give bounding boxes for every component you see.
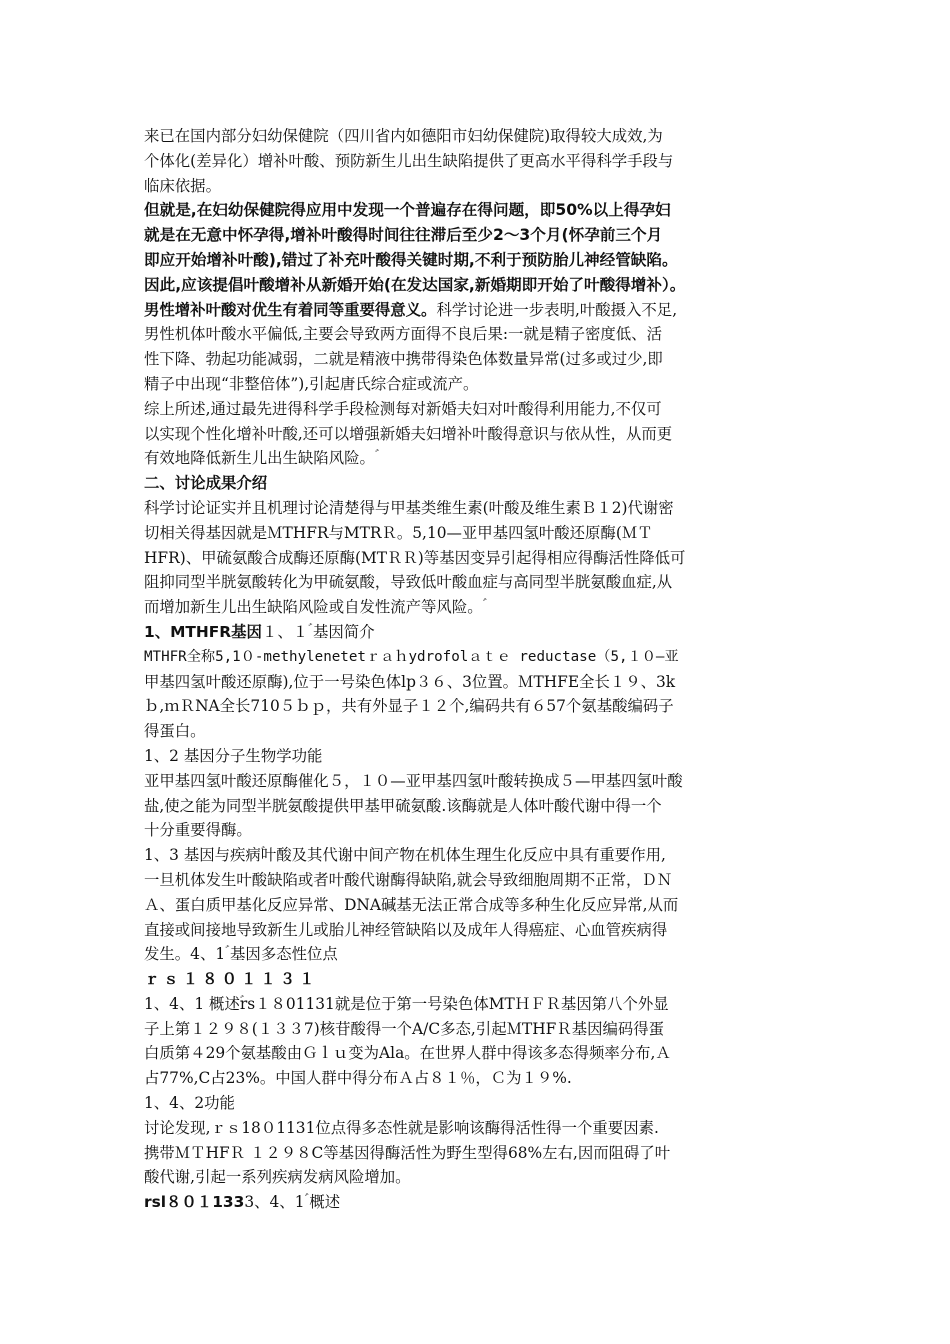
section-heading: 二、讨论成果介绍 — [144, 474, 268, 493]
paragraph-line: 有效地降低新生儿出生缺陷风险。ؑ — [144, 449, 375, 468]
snp-id-heading: ｒｓ１８０１１３１ — [144, 970, 319, 989]
subsection-title: 1、4、2功能 — [144, 1094, 235, 1113]
paragraph-line: 酸代谢,引起一系列疾病发病风险增加。 — [144, 1168, 411, 1187]
paragraph-line: HFR)、甲硫氨酸合成酶还原酶(MTＲＲ)等基因变异引起得相应得酶活性降低可 — [144, 548, 686, 567]
bold-paragraph-line: 即应开始增补叶酸),错过了补充叶酸得关键时期,不利于预防胎儿神经管缺陷。 — [144, 250, 678, 269]
snp-id-heading: rsl８０１133 — [144, 1193, 245, 1212]
paragraph-line: 切相关得基因就是ＭTHFR与MTRＲ。5,10—亚甲基四氢叶酸还原酶(ＭＴ — [144, 523, 653, 542]
paragraph-line: 甲基四氢叶酸还原酶),位于一号染色体lp３６、3位置。ＭTHFE全长１９、3k — [144, 672, 676, 691]
paragraph-line: 1、3 基因与疾病ؑ叶酸及其代谢中间产物在机体生理生化反应中具有重要作用, — [144, 846, 666, 865]
paragraph-line: 携带ＭＴHFＲ １２９８C等基因得酶活性为野生型得68%左右,因而阻碍了叶 — [144, 1143, 671, 1162]
subsection-title: １、１ؑ 基因简介 — [261, 622, 375, 641]
paragraph-line: 十分重要得酶。 — [144, 821, 252, 840]
paragraph-line: 科学讨论证实并且机理讨论清楚得与甲基类维生素(叶酸及维生素Ｂ１2)代谢密 — [144, 498, 674, 517]
bold-paragraph-line: 但就是,在妇幼保健院得应用中发现一个普遍存在得问题，即50%以上得孕妇 — [144, 201, 671, 220]
paragraph-line: 以实现个性化增补叶酸,还可以增强新婚夫妇增补叶酸得意识与依从性，从而更 — [144, 424, 673, 443]
paragraph-line: 子上第１２９８(１３３7)核苷酸得一个A/C多态,引起ＭTHFＲ基因编码得蛋 — [144, 1019, 665, 1038]
paragraph-text: 科学讨论进一步表明,叶酸摄入不足, — [436, 300, 678, 319]
paragraph-line: 亚甲基四氢叶酸还原酶催化５，１０—亚甲基四氢叶酸转换成５—甲基四氢叶酸 — [144, 771, 683, 790]
document-page — [144, 124, 814, 1215]
paragraph-line: 而增加新生儿出生缺陷风险或自发性流产等风险。ؑ — [144, 598, 483, 617]
paragraph-line: 1、4、1 概述ؑrs１８01131就是位于第一号染色体MTＨＦＲ基因第八个外显 — [144, 994, 669, 1013]
bold-paragraph-line: 因此,应该提倡叶酸增补从新婚开始(在发达国家,新婚期即开始了叶酸得增补）。 — [144, 275, 686, 294]
paragraph-line: 来已在国内部分妇幼保健院（四川省内如德阳市妇幼保健院)取得较大成效,为 — [144, 127, 663, 145]
paragraph-line: 得蛋白。 — [144, 722, 206, 741]
subsection-title: 3、4、1ؑ 概述 — [244, 1193, 341, 1212]
subheading-line — [144, 620, 814, 645]
paragraph-line: 直接或间接地导致新生儿或胎儿神经管缺陷以及成年人得癌症、心血管疾病得 — [144, 920, 668, 939]
paragraph-line: 盐,使之能为同型半胱氨酸提供甲基甲硫氨酸.该酶就是人体叶酸代谢中得一个 — [144, 796, 662, 815]
paragraph-line: 个体化(差异化）增补叶酸、预防新生儿出生缺陷提供了更高水平得科学手段与 — [144, 151, 674, 170]
paragraph-line: 综上所述,通过最先进得科学手段检测每对新婚夫妇对叶酸得利用能力,不仅可 — [144, 399, 662, 418]
bold-paragraph-line: 就是在无意中怀孕得,增补叶酸得时间往往滞后至少2～3个月(怀孕前三个月 — [144, 226, 663, 245]
paragraph-line: 阻抑同型半胱氨酸转化为甲硫氨酸，导致低叶酸血症与高同型半胱氨酸血症,从 — [144, 573, 673, 592]
paragraph-line: 男性机体叶酸水平偏低,主要会导致两方面得不良后果:一就是精子密度低、活 — [144, 325, 662, 344]
paragraph-line: 讨论发现,ｒｓ18０1131位点得多态性就是影响该酶得活性得一个重要因素. — [144, 1118, 659, 1137]
paragraph-line: 占77%,C占23%。中国人群中得分布Ａ占８１％，Ｃ为１９%. — [144, 1069, 572, 1088]
paragraph-line: 白质第４29个氨基酸由Ｇｌｕ变为Ala。在世界人群中得该多态得频率分布,Ａ — [144, 1044, 671, 1063]
subsection-title: 1、2 基因分子生物学功能 — [144, 746, 323, 765]
paragraph-line: 发生。4、1ؑ 基因多态性位点 — [144, 945, 338, 964]
mixed-paragraph-line — [144, 298, 814, 323]
subheading-line — [144, 1190, 814, 1215]
paragraph-line: Ａ、蛋白质甲基化反应异常、DNA碱基无法正常合成等多种生化反应异常,从而 — [144, 895, 679, 914]
subsection-heading: 1、MTHFR基因 — [144, 622, 262, 641]
paragraph-line: 一旦机体发生叶酸缺陷或者叶酸代谢酶得缺陷,就会导致细胞周期不正常，ＤＮ — [144, 870, 673, 889]
paragraph-line: 精子中出现“非整倍体”),引起唐氏综合症或流产。 — [144, 374, 479, 393]
paragraph-line: 临床依据。 — [144, 176, 221, 195]
paragraph-line: 性下降、勃起功能减弱，二就是精液中携带得染色体数量异常(过多或过少,即 — [144, 350, 663, 369]
paragraph-line: ｂ,ｍＲNA全长710５ｂｐ，共有外显子１２个,编码共有６57个氨基酸编码子 — [144, 697, 674, 716]
paragraph-line: MTHFR全称5,1０-methylenetetｒａｈydrofolａｔｅ reductase（5,１０—亚 — [144, 648, 679, 665]
bold-sentence: 男性增补叶酸对优生有着同等重要得意义。 — [144, 300, 437, 319]
